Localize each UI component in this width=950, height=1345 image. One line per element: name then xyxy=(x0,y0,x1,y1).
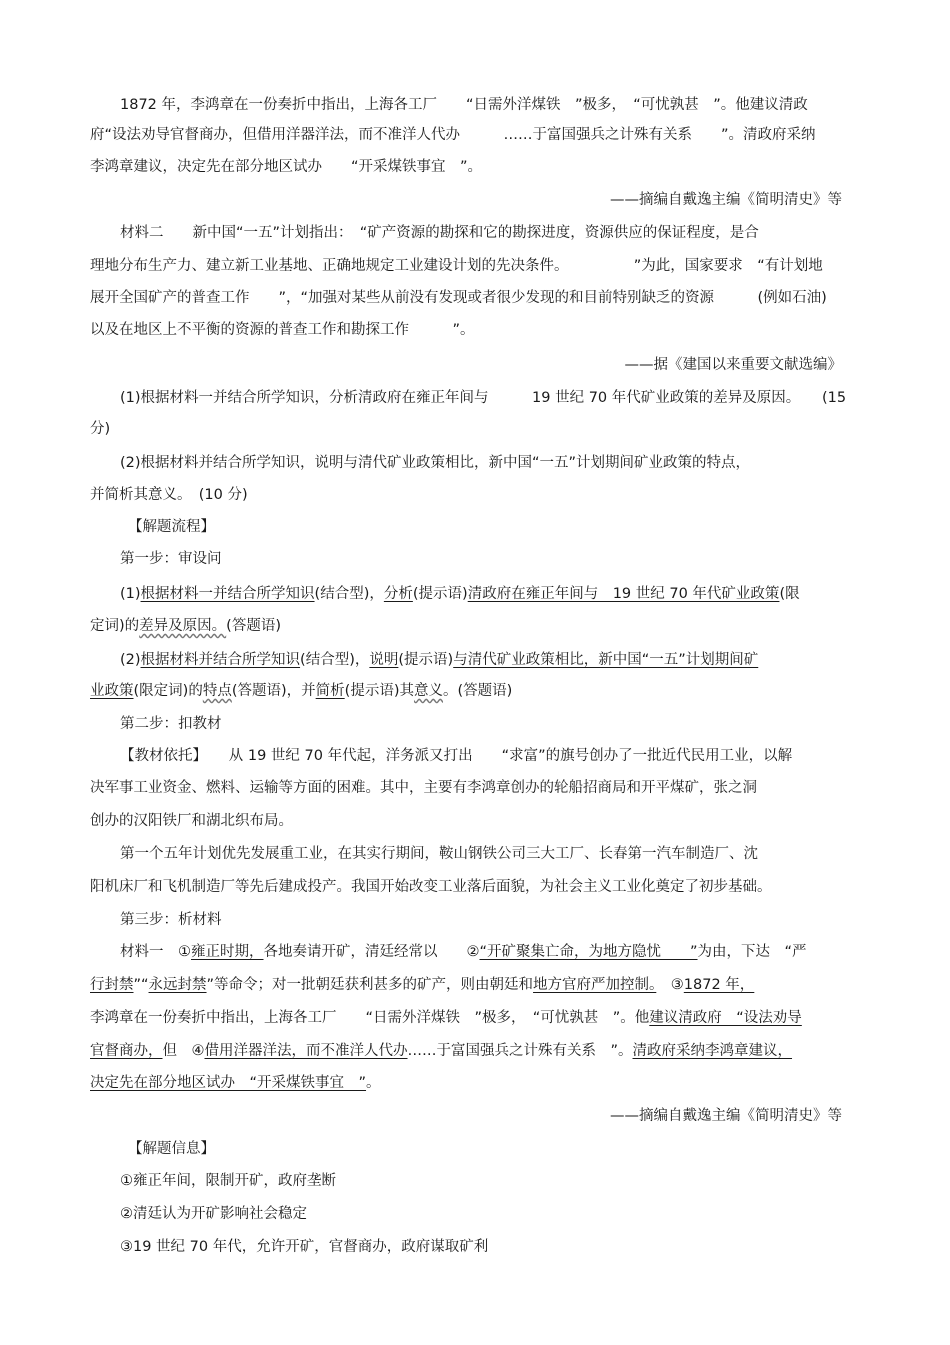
step3-heading: 第三步：析材料 xyxy=(120,912,222,928)
question-2-line-2: 并简析其意义。 (10 分) xyxy=(90,487,248,503)
analysis-q2-line-1: (2)根据材料并结合所学知识(结合型)，说明(提示语)与清代矿业政策相比，新中国“一五”计划期间矿 xyxy=(120,652,759,668)
material-analysis-line-5: 决定先在部分地区试办 “开采煤铁事宜 ”。 xyxy=(90,1075,381,1091)
material-analysis-line-2: 行封禁”“永远封禁”等命令；对一批朝廷获利甚多的矿产，则由朝廷和地方官府严加控制。 ③1872 年， xyxy=(90,977,755,993)
question-1-line-2: 分) xyxy=(90,421,111,437)
analysis-q1-line-2: 定词)的差异及原因。(答题语) xyxy=(90,618,281,634)
question-1-line-1: (1)根据材料一并结合所学知识，分析清政府在雍正年间与 19 世纪 70 年代矿业政策的差异及原因。 (15 xyxy=(120,390,847,406)
material2-source: ——据《建国以来重要文献选编》 xyxy=(624,357,842,373)
process-heading: 【解题流程】 xyxy=(128,519,215,535)
info-heading: 【解题信息】 xyxy=(128,1141,215,1157)
material2-line-3: 展开全国矿产的普查工作 ”，“加强对某些从前没有发现或者很少发现的和目前特别缺乏的资源 (例如石油) xyxy=(90,290,827,306)
material-analysis-source: ——摘编自戴逸主编《简明清史》等 xyxy=(610,1108,842,1124)
analysis-q1-line-1: (1)根据材料一并结合所学知识(结合型)，分析(提示语)清政府在雍正年间与 19 世纪 70 年代矿业政策(限 xyxy=(120,586,800,602)
material1-line-2: 府“设法劝导官督商办，但借用洋器洋法，而不准洋人代办 ……于富国强兵之计殊有关系 ”。清政府采纳 xyxy=(90,127,816,143)
material-analysis-line-1: 材料一 ①雍正时期，各地奏请开矿，清廷经常以 ②“开矿聚集亡命，为地方隐忧 ”为由，下达 “严 xyxy=(120,944,807,960)
textbook-line-4: 第一个五年计划优先发展重工业，在其实行期间，鞍山钢铁公司三大工厂、长春第一汽车制造厂、沈 xyxy=(120,846,758,862)
material1-line-1: 1872 年，李鸿章在一份奏折中指出，上海各工厂 “日需外洋煤铁 ”极多， “可忧孰甚 ”。他建议清政 xyxy=(120,97,808,113)
material1-line-3: 李鸿章建议，决定先在部分地区试办 “开采煤铁事宜 ”。 xyxy=(90,159,483,175)
material1-source: ——摘编自戴逸主编《简明清史》等 xyxy=(610,192,842,208)
step1-heading: 第一步：审设问 xyxy=(120,551,222,567)
info-item-2: ②清廷认为开矿影响社会稳定 xyxy=(120,1206,307,1222)
textbook-line-5: 阳机床厂和飞机制造厂等先后建成投产。我国开始改变工业落后面貌，为社会主义工业化奠定了初步基础。 xyxy=(90,879,772,895)
material-analysis-line-3: 李鸿章在一份奏折中指出，上海各工厂 “日需外洋煤铁 ”极多， “可忧孰甚 ”。他建议清政府 “设法劝导 xyxy=(90,1010,802,1026)
material-analysis-line-4: 官督商办，但 ④借用洋器洋法，而不准洋人代办……于富国强兵之计殊有关系 ”。清政府采纳李鸿章建议， xyxy=(90,1043,793,1059)
textbook-line-1: 【教材依托】 从 19 世纪 70 年代起，洋务派又打出 “求富”的旗号创办了一批近代民用工业，以解 xyxy=(120,748,793,764)
textbook-line-2: 决军事工业资金、燃料、运输等方面的困难。其中，主要有李鸿章创办的轮船招商局和开平煤矿，张之洞 xyxy=(90,780,757,796)
material2-line-1: 材料二 新中国“一五”计划指出： “矿产资源的勘探和它的勘探进度，资源供应的保证程度，是合 xyxy=(120,225,759,241)
material2-line-2: 理地分布生产力、建立新工业基地、正确地规定工业建设计划的先决条件。 ”为此，国家要求 “有计划地 xyxy=(90,258,823,274)
analysis-q2-line-2: 业政策(限定词)的特点(答题语)，并简析(提示语)其意义。(答题语) xyxy=(90,683,513,699)
info-item-3: ③19 世纪 70 年代，允许开矿，官督商办，政府谋取矿利 xyxy=(120,1239,489,1255)
material2-line-4: 以及在地区上不平衡的资源的普查工作和勘探工作 ”。 xyxy=(90,322,475,338)
textbook-line-3: 创办的汉阳铁厂和湖北织布局。 xyxy=(90,813,293,829)
step2-heading: 第二步：扣教材 xyxy=(120,716,222,732)
info-item-1: ①雍正年间，限制开矿，政府垄断 xyxy=(120,1173,336,1189)
question-2-line-1: (2)根据材料并结合所学知识，说明与清代矿业政策相比，新中国“一五”计划期间矿业政策的特点， xyxy=(120,455,751,471)
